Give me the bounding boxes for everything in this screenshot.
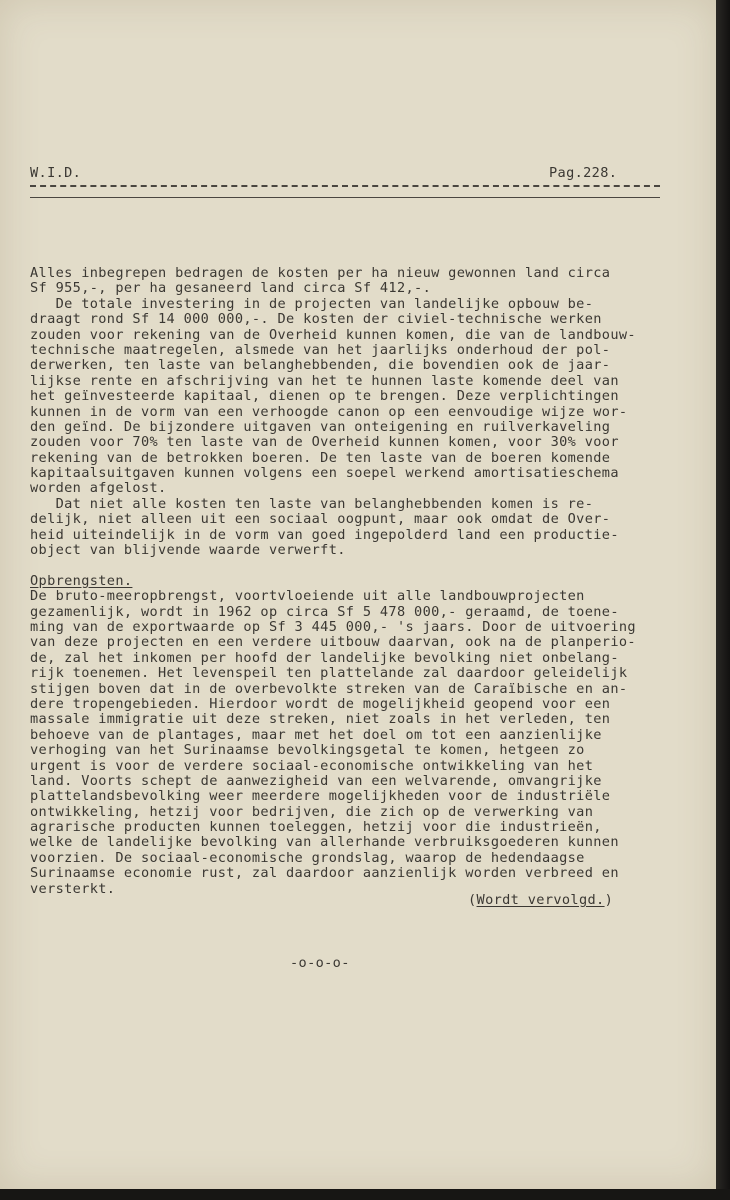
section-heading-text: Opbrengsten.	[30, 572, 133, 589]
text-line: delijk, niet alleen uit een sociaal oogpunt, maar ook omdat de Over-	[30, 511, 611, 528]
text-line: Sf 955,-, per ha gesaneerd land circa Sf 412,-.	[30, 280, 432, 297]
paragraph-costs	[30, 266, 690, 497]
text-line: derwerken, ten laste van belanghebbenden, die bovendien ook de jaar-	[30, 357, 611, 374]
text-line: lijkse rente en afschrijving van het te hunnen laste komende deel van	[30, 372, 619, 389]
text-line: gezamenlijk, wordt in 1962 op circa Sf 5 478 000,- geraamd, de toene-	[30, 603, 619, 620]
text-line: draagt rond Sf 14 000 000,-. De kosten der civiel-technische werken	[30, 311, 602, 328]
scan-edge-right	[716, 0, 730, 1200]
text-line: Alles inbegrepen bedragen de kosten per ha nieuw gewonnen land circa	[30, 265, 611, 281]
body-text	[30, 266, 690, 897]
text-line: worden afgelost.	[30, 480, 167, 497]
text-line: De totale investering in de projecten van landelijke opbouw be-	[30, 295, 594, 312]
paragraph-gap	[30, 558, 690, 573]
text-line: De bruto-meeropbrengst, voortvloeiende uit alle landbouwprojecten	[30, 588, 585, 605]
text-line: zouden voor rekening van de Overheid kunnen komen, die van de landbouw-	[30, 326, 636, 343]
text-line: dere tropengebieden. Hierdoor wordt de mogelijkheid geopend voor een	[30, 695, 611, 712]
to-be-continued: (Wordt vervolgd.)	[468, 892, 614, 908]
text-line: welke de landelijke bevolking van allerhande verbruiksgoederen kunnen	[30, 834, 619, 851]
header-publication: W.I.D.	[30, 165, 82, 181]
header-page-number: Pag.228.	[549, 165, 618, 181]
text-line: van deze projecten en een verdere uitbouw daarvan, ook na de planperio-	[30, 634, 636, 651]
text-line: het geïnvesteerde kapitaal, dienen op te brengen. Deze verplichtingen	[30, 388, 619, 405]
text-line: agrarische producten kunnen toeleggen, hetzij voor die industrieën,	[30, 819, 602, 836]
text-line: stijgen boven dat in de overbevolkte streken van de Caraïbische en an-	[30, 680, 628, 697]
text-line: Surinaamse economie rust, zal daardoor aanzienlijk worden verbreed en	[30, 865, 619, 882]
text-line: voorzien. De sociaal-economische grondslag, waarop de hedendaagse	[30, 849, 585, 866]
text-line: den geïnd. De bijzondere uitgaven van onteigening en ruilverkaveling	[30, 418, 611, 435]
text-line: zouden voor 70% ten laste van de Overheid kunnen komen, voor 30% voor	[30, 434, 619, 451]
text-line: ming van de exportwaarde op Sf 3 445 000,- 's jaars. Door de uitvoering	[30, 618, 636, 635]
text-line: rijk toenemen. Het levenspeil ten plattelande zal daardoor geleidelijk	[30, 665, 628, 682]
scan-edge-bottom	[0, 1189, 730, 1200]
text-line: kunnen in de vorm van een verhoogde canon op een eenvoudige wijze wor-	[30, 403, 628, 420]
text-line: technische maatregelen, alsmede van het jaarlijks onderhoud der pol-	[30, 341, 611, 358]
to-be-continued-text: Wordt vervolgd.	[476, 892, 605, 908]
text-line: object van blijvende waarde verwerft.	[30, 542, 346, 559]
text-line: land. Voorts schept de aanwezigheid van een welvarende, omvangrijke	[30, 772, 602, 789]
paragraph-revenues	[30, 589, 690, 897]
text-line: kapitaalsuitgaven kunnen volgens een soepel werkend amortisatieschema	[30, 465, 619, 482]
text-line: heid uiteindelijk in de vorm van goed ingepolderd land een productie-	[30, 526, 619, 543]
text-line: behoeve van de plantages, maar met het doel om tot een aanzienlijke	[30, 726, 602, 743]
text-line: massale immigratie uit deze streken, niet zoals in het verleden, ten	[30, 711, 611, 728]
header-dashed-rule	[30, 185, 660, 187]
header-solid-rule	[30, 197, 660, 198]
end-separator: -o-o-o-	[290, 955, 350, 971]
text-line: Dat niet alle kosten ten laste van belanghebbenden komen is re-	[30, 495, 594, 512]
text-line: plattelandsbevolking weer meerdere mogelijkheden voor de industriële	[30, 788, 611, 805]
section-heading	[30, 574, 690, 589]
text-line: versterkt.	[30, 880, 116, 897]
text-line: verhoging van het Surinaamse bevolkingsgetal te komen, hetgeen zo	[30, 742, 585, 759]
text-line: ontwikkeling, hetzij voor bedrijven, die zich op de verwerking van	[30, 803, 594, 820]
text-line: urgent is voor de verdere sociaal-economische ontwikkeling van het	[30, 757, 594, 774]
paragraph-fairness	[30, 497, 690, 559]
text-line: de, zal het inkomen per hoofd der landelijke bevolking niet onbelang-	[30, 649, 619, 666]
text-line: rekening van de betrokken boeren. De ten laste van de boeren komende	[30, 449, 611, 466]
